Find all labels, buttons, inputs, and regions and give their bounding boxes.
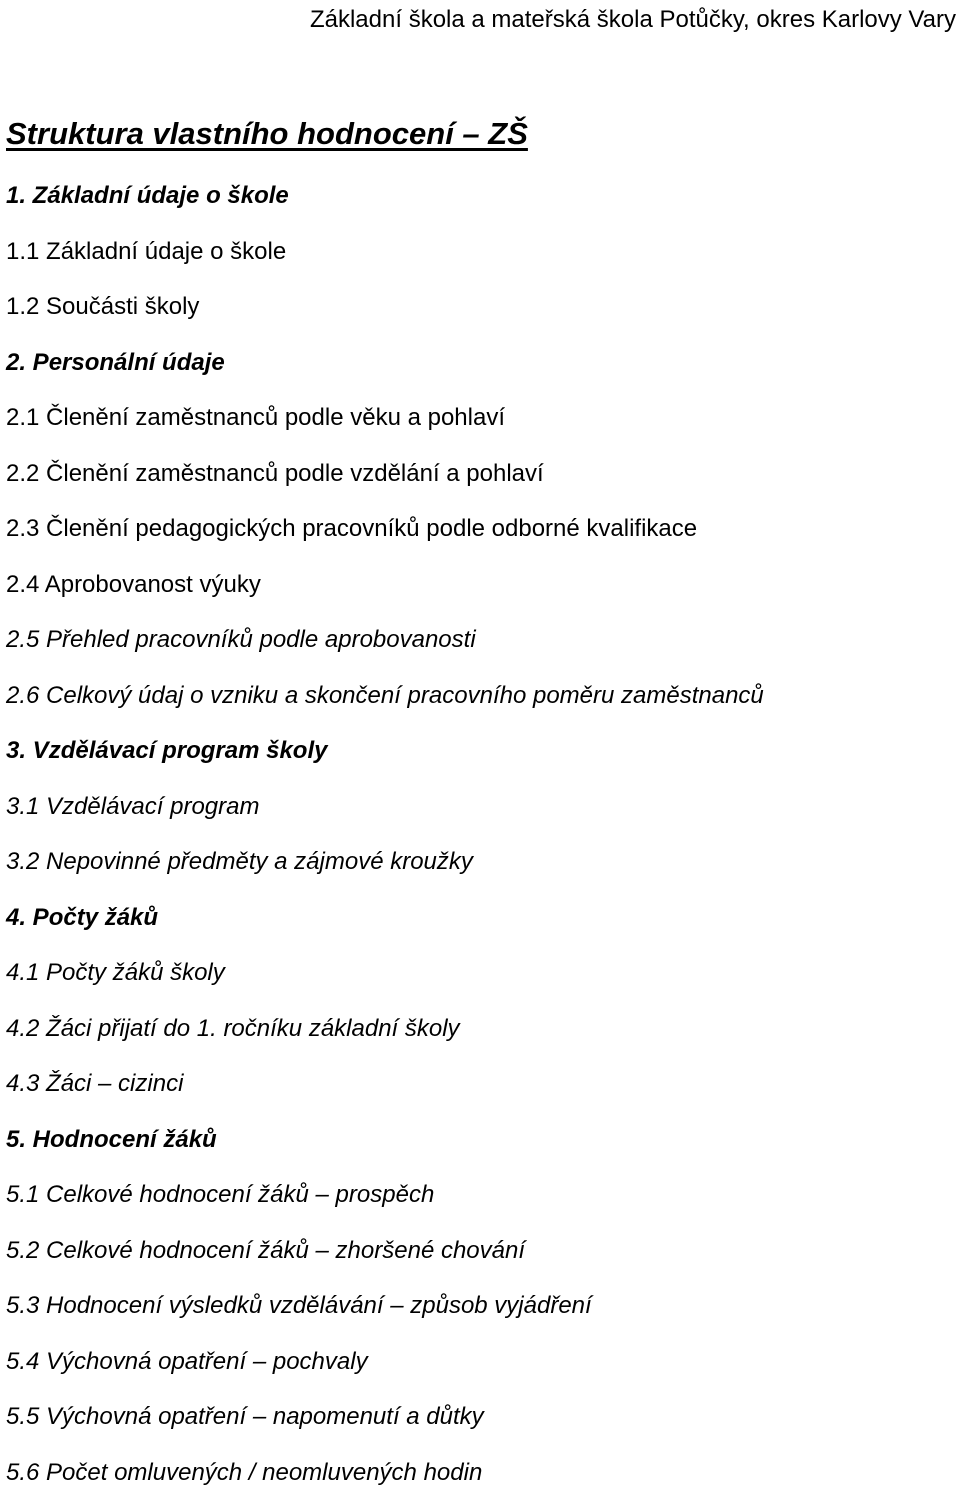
toc-subsection-item: 2.1 Členění zaměstnanců podle věku a pohlaví [6,390,764,446]
toc-section-heading: 5. Hodnocení žáků [6,1112,764,1168]
toc-section-heading: 3. Vzdělávací program školy [6,723,764,779]
document-title: Struktura vlastního hodnocení – ZŠ [6,112,528,156]
toc-subsection-item: 3.1 Vzdělávací program [6,779,764,835]
toc-section-heading: 2. Personální údaje [6,335,764,391]
toc-subsection-item: 5.6 Počet omluvených / neomluvených hodin [6,1445,764,1500]
toc-subsection-item: 5.3 Hodnocení výsledků vzdělávání – způsob vyjádření [6,1278,764,1334]
toc-section-heading: 1. Základní údaje o škole [6,168,764,224]
toc-section-heading: 4. Počty žáků [6,890,764,946]
toc-subsection-item: 5.4 Výchovná opatření – pochvaly [6,1334,764,1390]
toc-subsection-item: 4.1 Počty žáků školy [6,945,764,1001]
toc-subsection-item: 5.1 Celkové hodnocení žáků – prospěch [6,1167,764,1223]
toc-subsection-item: 2.4 Aprobovanost výuky [6,557,764,613]
toc-subsection-item: 2.3 Členění pedagogických pracovníků podle odborné kvalifikace [6,501,764,557]
table-of-contents [6,168,764,1500]
toc-subsection-item: 5.5 Výchovná opatření – napomenutí a důtky [6,1389,764,1445]
toc-subsection-item: 4.2 Žáci přijatí do 1. ročníku základní školy [6,1001,764,1057]
toc-subsection-item: 1.1 Základní údaje o škole [6,224,764,280]
toc-subsection-item: 1.2 Součásti školy [6,279,764,335]
toc-subsection-item: 4.3 Žáci – cizinci [6,1056,764,1112]
toc-subsection-item: 5.2 Celkové hodnocení žáků – zhoršené chování [6,1223,764,1279]
toc-subsection-item: 3.2 Nepovinné předměty a zájmové kroužky [6,834,764,890]
toc-subsection-item: 2.6 Celkový údaj o vzniku a skončení pracovního poměru zaměstnanců [6,668,764,724]
page-header: Základní škola a mateřská škola Potůčky, okres Karlovy Vary [310,0,956,40]
toc-subsection-item: 2.5 Přehled pracovníků podle aprobovanosti [6,612,764,668]
toc-subsection-item: 2.2 Členění zaměstnanců podle vzdělání a pohlaví [6,446,764,502]
